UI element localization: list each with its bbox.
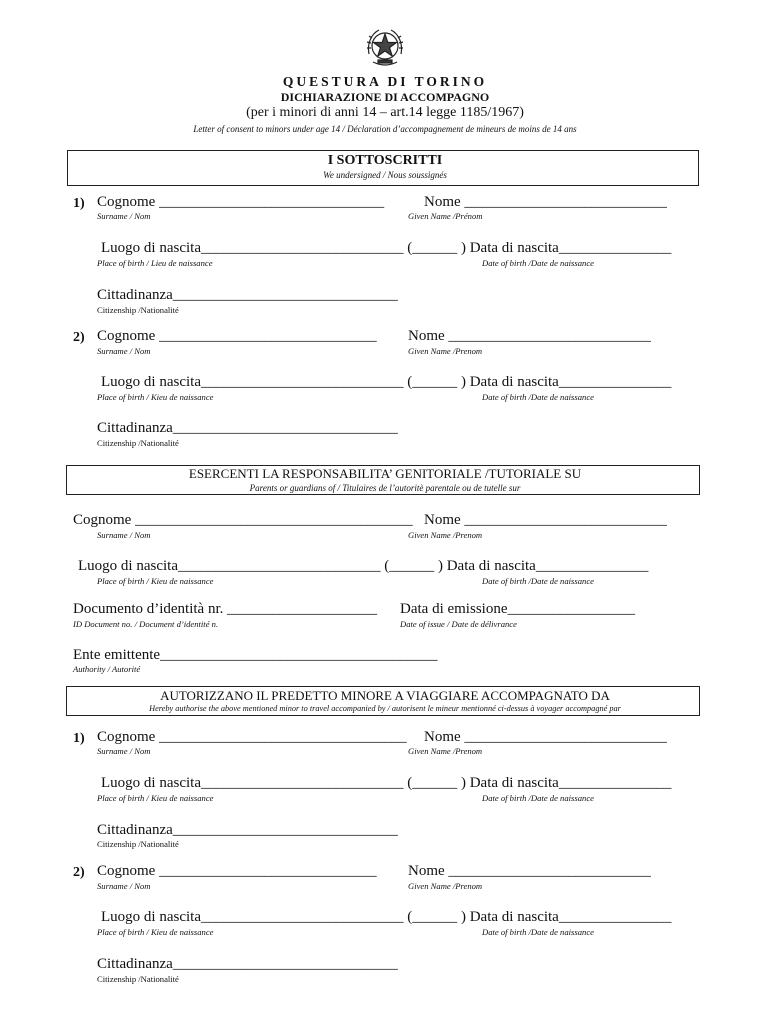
minor-surname-hint: Surname / Nom <box>97 530 151 540</box>
person-1-citizenship-hint: Citizenship /Nationalité <box>97 305 179 315</box>
companion-1-number: 1) <box>73 731 85 746</box>
person-1-birthplace-field[interactable]: Luogo di nascita___________________________ (______ ) Data di nascita_______________ <box>101 240 672 256</box>
person-2-birthplace-hint: Place of birth / Kieu de naissance <box>97 392 214 402</box>
minor-surname-field[interactable]: Cognome _____________________________________ <box>73 512 413 528</box>
document-title: DICHIARAZIONE DI ACCOMPAGNO <box>280 90 490 104</box>
companion-1-citizenship-hint: Citizenship /Nationalité <box>97 839 179 849</box>
minor-birthdate-hint: Date of birth /Date de naissance <box>482 576 594 586</box>
section-authorize-subtitle: Hereby authorise the above mentioned minor to travel accompanied by / autorisent le mineur mentionné ci-dessus à voyager accompagné par <box>149 704 621 713</box>
issue-date-field[interactable]: Data di emissione_________________ <box>400 601 635 617</box>
person-1-name-field[interactable]: Nome ___________________________ <box>424 194 667 210</box>
person-2-number: 2) <box>73 330 85 345</box>
person-1-citizenship-field[interactable]: Cittadinanza______________________________ <box>97 287 398 303</box>
person-1-birthdate-hint: Date of birth /Date de naissance <box>482 258 594 268</box>
companion-1-surname-field[interactable]: Cognome _________________________________ <box>97 729 407 745</box>
minor-birthplace-hint: Place of birth / Kieu de naissance <box>97 576 214 586</box>
id-document-hint: ID Document no. / Document d’identité n. <box>73 619 219 629</box>
companion-2-number: 2) <box>73 865 85 880</box>
section-authorize-title: AUTORIZZANO IL PREDETTO MINORE A VIAGGIARE ACCOMPAGNATO DA <box>160 688 610 703</box>
companion-1-name-hint: Given Name /Prenom <box>408 746 483 756</box>
minor-birthplace-field[interactable]: Luogo di nascita___________________________ (______ ) Data di nascita_______________ <box>78 558 649 574</box>
companion-1-surname-hint: Surname / Nom <box>97 746 151 756</box>
companion-2-birthplace-field[interactable]: Luogo di nascita___________________________ (______ ) Data di nascita_______________ <box>101 909 672 925</box>
person-1-surname-field[interactable]: Cognome ______________________________ <box>97 194 385 210</box>
person-2-name-field[interactable]: Nome ___________________________ <box>408 328 651 344</box>
person-2-citizenship-hint: Citizenship /Nationalité <box>97 438 179 448</box>
companion-2-citizenship-hint: Citizenship /Nationalité <box>97 974 179 984</box>
issue-date-hint: Date of issue / Date de délivrance <box>400 619 517 629</box>
companion-1-citizenship-field[interactable]: Cittadinanza______________________________ <box>97 822 398 838</box>
person-2-name-hint: Given Name /Prenom <box>408 346 483 356</box>
title-translation: Letter of consent to minors under age 14 / Déclaration d’accompagnement de mineurs de moins de 14 ans <box>193 124 577 134</box>
person-2-surname-hint: Surname / Nom <box>97 346 151 356</box>
companion-1-birthplace-hint: Place of birth / Kieu de naissance <box>97 793 214 803</box>
person-2-citizenship-field[interactable]: Cittadinanza______________________________ <box>97 420 398 436</box>
person-2-birthdate-hint: Date of birth /Date de naissance <box>482 392 594 402</box>
person-1-surname-hint: Surname / Nom <box>97 211 151 221</box>
minor-name-hint: Given Name /Prenom <box>408 530 483 540</box>
minor-name-field[interactable]: Nome ___________________________ <box>424 512 667 528</box>
person-2-surname-field[interactable]: Cognome _____________________________ <box>97 328 377 344</box>
companion-2-citizenship-field[interactable]: Cittadinanza______________________________ <box>97 956 398 972</box>
section-undersigned-subtitle: We undersigned / Nous soussignés <box>323 170 447 180</box>
companion-2-name-hint: Given Name /Prenom <box>408 881 483 891</box>
id-document-field[interactable]: Documento d’identità nr. ____________________ <box>73 601 378 617</box>
companion-2-surname-hint: Surname / Nom <box>97 881 151 891</box>
companion-1-name-field[interactable]: Nome ___________________________ <box>424 729 667 745</box>
person-1-number: 1) <box>73 196 85 211</box>
issuing-authority-field[interactable]: Ente emittente_____________________________________ <box>73 647 438 663</box>
issuing-authority-hint: Authority / Autorité <box>73 664 141 674</box>
person-1-birthplace-hint: Place of birth / Lieu de naissance <box>97 258 213 268</box>
section-undersigned-title: I SOTTOSCRITTI <box>327 153 443 168</box>
section-guardians-title: ESERCENTI LA RESPONSABILITA’ GENITORIALE /TUTORIALE SU <box>188 466 582 481</box>
companion-1-birthplace-field[interactable]: Luogo di nascita___________________________ (______ ) Data di nascita_______________ <box>101 775 672 791</box>
companion-1-birthdate-hint: Date of birth /Date de naissance <box>482 793 594 803</box>
companion-2-name-field[interactable]: Nome ___________________________ <box>408 863 651 879</box>
person-2-birthplace-field[interactable]: Luogo di nascita___________________________ (______ ) Data di nascita_______________ <box>101 374 672 390</box>
law-reference: (per i minori di anni 14 – art.14 legge 1185/1967) <box>246 105 524 120</box>
companion-2-birthdate-hint: Date of birth /Date de naissance <box>482 927 594 937</box>
companion-2-birthplace-hint: Place of birth / Kieu de naissance <box>97 927 214 937</box>
office-title: QUESTURA DI TORINO <box>282 74 488 89</box>
person-1-name-hint: Given Name /Prénom <box>408 211 483 221</box>
companion-2-surname-field[interactable]: Cognome _____________________________ <box>97 863 377 879</box>
italian-republic-emblem-icon <box>361 24 409 70</box>
section-guardians-subtitle: Parents or guardians of / Titulaires de l’autoritè parentale ou de tutelle sur <box>249 483 521 493</box>
